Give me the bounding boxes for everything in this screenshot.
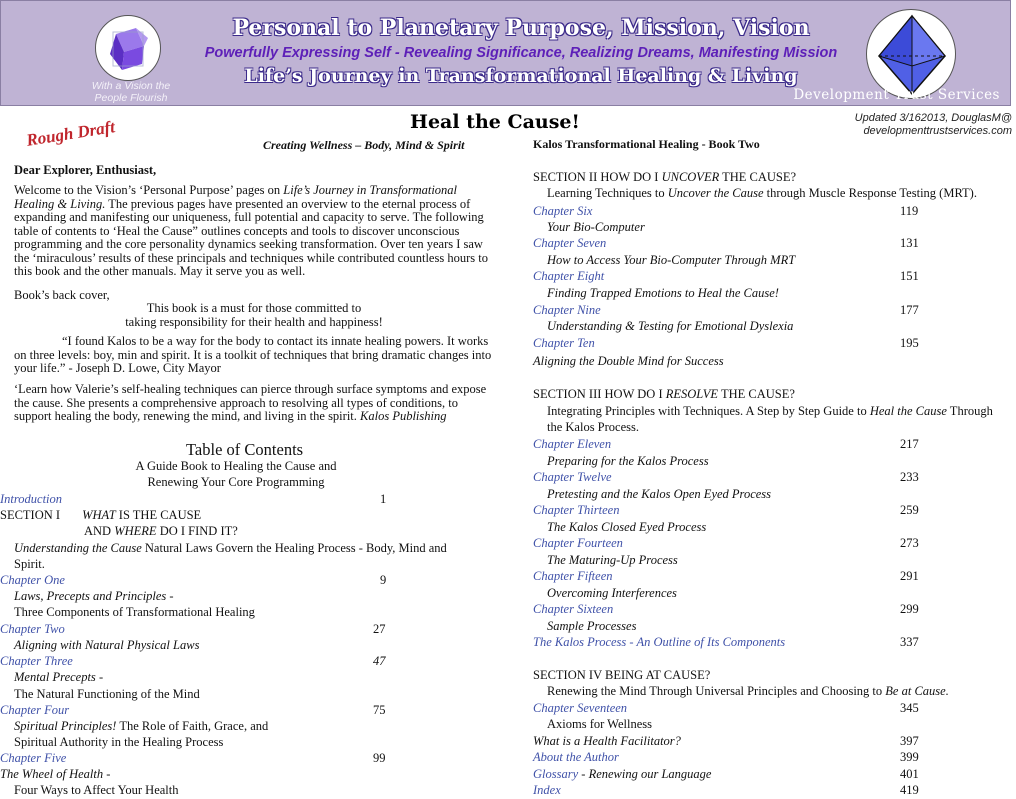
must-line-1: This book is a must for those committed to [146, 301, 362, 315]
updated-note: Updated 3/162013, DouglasM@ developmenttrustservices.com [854, 112, 1012, 137]
creating-subtitle: Creating Wellness – Body, Mind & Spirit [263, 138, 465, 152]
section-3-desc: Integrating Principles with Techniques. A Step by Step Guide to Heal the Cause Through [547, 404, 993, 418]
chapter-subtitle: Four Ways to Affect Your Health [14, 783, 179, 797]
toc-glossary[interactable]: Glossary - Renewing our Language [533, 767, 712, 781]
chapter-title: Understanding & Testing for Emotional Dyslexia [547, 319, 794, 333]
toc-chapter-sixteen[interactable]: Chapter Sixteen [533, 602, 614, 616]
toc-chapter-fourteen[interactable]: Chapter Fourteen [533, 536, 623, 550]
page-number: 195 [900, 336, 919, 350]
chapter-title: Mental Precepts - [14, 670, 104, 684]
chapter-title: Spiritual Principles! The Role of Faith, Grace, and [14, 719, 269, 733]
chapter-title: Axioms for Wellness [547, 717, 653, 731]
section-1-heading-2: AND WHERE DO I FIND IT? [84, 524, 238, 538]
page-number: 419 [900, 783, 919, 797]
toc-chapter-seven[interactable]: Chapter Seven [533, 236, 607, 250]
rough-draft-stamp: Rough Draft [24, 117, 117, 150]
page-number: 273 [900, 536, 919, 550]
toc-chapter-three[interactable]: Chapter Three [0, 654, 73, 668]
toc-chapter-twelve[interactable]: Chapter Twelve [533, 470, 612, 484]
octahedron-icon [866, 9, 956, 99]
book-title: Kalos Transformational Healing - Book Two [533, 137, 760, 151]
must-line-2: taking responsibility for their health and happiness! [125, 315, 383, 329]
toc-chapter-ten[interactable]: Chapter Ten [533, 336, 595, 350]
banner-title-2: Life’s Journey in Transformational Healing & Living [244, 65, 798, 87]
page-number: 9 [380, 573, 387, 587]
toc-chapter-seventeen[interactable]: Chapter Seventeen [533, 701, 628, 715]
welcome-paragraph: Welcome to the Vision’s ‘Personal Purpose’ pages on Life’s Journey in Transformational Healing & Living. The previous pages have presented an overview to the eternal process of expanding and manifesting our uniqueness, full potential and capacity to serve. The following table of contents to ‘Heal the Cause” outlines concepts and tools to discover unconscious programming and the core personality dynamics seeking transformation. Over ten years I saw the ‘miraculous’ results of these principals and techniques while contributed countless hours to this book and the other manuals. May it serve you as well. [14, 183, 488, 278]
page-number: 119 [900, 204, 919, 218]
toc-chapter-nine[interactable]: Chapter Nine [533, 303, 601, 317]
tagline: With a Vision the People Flourish [91, 80, 171, 104]
toc-subtitle-1: A Guide Book to Healing the Cause and [135, 459, 337, 473]
toc-health-facilitator[interactable]: What is a Health Facilitator? [533, 734, 681, 748]
page-number: 345 [900, 701, 919, 715]
section-3-desc-2: the Kalos Process. [547, 420, 639, 434]
quote-lowe: “I found Kalos to be a way for the body to contact its innate healing powers. It works on three levels: boy, min and spirit. It is a toolkit of techniques that bring dramatic changes into your life.” - Joseph D. Lowe, City Mayor [14, 334, 492, 375]
page-number: 47 [373, 654, 386, 668]
page-number: 131 [900, 236, 919, 250]
page-number: 299 [900, 602, 919, 616]
banner-title: Personal to Planetary Purpose, Mission, Vision [232, 15, 810, 41]
banner [0, 0, 1011, 106]
page-number: 259 [900, 503, 919, 517]
page-number: 151 [900, 269, 919, 283]
chapter-title: Overcoming Interferences [547, 586, 677, 600]
chapter-title: Sample Processes [547, 619, 637, 633]
chapter-title: The Wheel of Health - [0, 767, 111, 781]
toc-chapter-five[interactable]: Chapter Five [0, 751, 67, 765]
chapter-title: Your Bio-Computer [547, 220, 645, 234]
page-number: 399 [900, 750, 919, 764]
section-1-heading: SECTION I WHAT IS THE CAUSE [0, 508, 202, 522]
page-number: 217 [900, 437, 919, 451]
toc-chapter-six[interactable]: Chapter Six [533, 204, 593, 218]
toc-subtitle-2: Renewing Your Core Programming [147, 475, 325, 489]
section-2-heading: SECTION II HOW DO I UNCOVER THE CAUSE? [533, 170, 797, 184]
page-number: 1 [380, 492, 387, 506]
chapter-title: Aligning with Natural Physical Laws [14, 638, 200, 652]
toc-chapter-four[interactable]: Chapter Four [0, 703, 70, 717]
org-name: Development Trust Services [793, 87, 1000, 103]
chapter-title: The Maturing-Up Process [547, 553, 678, 567]
section-2-desc: Learning Techniques to Uncover the Cause through Muscle Response Testing (MRT). [547, 186, 977, 200]
quote-kalos: ‘Learn how Valerie’s self-healing techniques can pierce through surface symptoms and expose the cause. She presents a comprehensive approach to resolving all types of conditions, to support healing the body, renewing the mind, and living in the spirit. Kalos Publishing [14, 382, 487, 423]
toc-chapter-fifteen[interactable]: Chapter Fifteen [533, 569, 613, 583]
section-4-desc: Renewing the Mind Through Universal Principles and Choosing to Be at Cause. [547, 684, 949, 698]
chapter-title: The Kalos Closed Eyed Process [547, 520, 707, 534]
toc-index[interactable]: Index [533, 783, 561, 797]
section-1-desc-2: Spirit. [14, 557, 45, 571]
salutation: Dear Explorer, Enthusiast, [14, 163, 157, 177]
page-title: Heal the Cause! [410, 111, 580, 133]
chapter-subtitle: Spiritual Authority in the Healing Process [14, 735, 224, 749]
banner-subtitle: Powerfully Expressing Self - Revealing Significance, Realizing Dreams, Manifesting Mission [204, 45, 838, 61]
toc-chapter-eleven[interactable]: Chapter Eleven [533, 437, 612, 451]
page-number: 27 [373, 622, 386, 636]
page-number: 337 [900, 635, 919, 649]
section-4-heading: SECTION IV BEING AT CAUSE? [533, 668, 711, 682]
page-number: 75 [373, 703, 386, 717]
page-number: 99 [373, 751, 386, 765]
toc-chapter-eight[interactable]: Chapter Eight [533, 269, 605, 283]
toc-title: Table of Contents [186, 440, 304, 459]
page-number: 291 [900, 569, 919, 583]
back-cover-label: Book’s back cover, [14, 288, 110, 302]
chapter-title: Preparing for the Kalos Process [547, 454, 709, 468]
chapter-subtitle: Three Components of Transformational Healing [14, 605, 255, 619]
chapter-subtitle: The Natural Functioning of the Mind [14, 687, 200, 701]
chapter-title: How to Access Your Bio-Computer Through MRT [547, 253, 796, 267]
toc-about-author[interactable]: About the Author [533, 750, 619, 764]
chapter-title: Laws, Precepts and Principles - [14, 589, 174, 603]
page-number: 177 [900, 303, 919, 317]
toc-chapter-one[interactable]: Chapter One [0, 573, 65, 587]
toc-kalos-outline[interactable]: The Kalos Process - An Outline of Its Components [533, 635, 786, 649]
chapter-title: Finding Trapped Emotions to Heal the Cause! [547, 286, 779, 300]
crystal-cube-icon [95, 15, 161, 81]
toc-chapter-two[interactable]: Chapter Two [0, 622, 65, 636]
page-number: 233 [900, 470, 919, 484]
chapter-title: Pretesting and the Kalos Open Eyed Process [547, 487, 772, 501]
toc-chapter-thirteen[interactable]: Chapter Thirteen [533, 503, 620, 517]
toc-introduction[interactable]: Introduction [0, 492, 63, 506]
page-number: 397 [900, 734, 919, 748]
chapter-title: Aligning the Double Mind for Success [533, 354, 724, 368]
section-1-desc: Understanding the Cause Natural Laws Govern the Healing Process - Body, Mind and [14, 541, 447, 555]
page-number: 401 [900, 767, 919, 781]
section-3-heading: SECTION III HOW DO I RESOLVE THE CAUSE? [533, 387, 795, 401]
